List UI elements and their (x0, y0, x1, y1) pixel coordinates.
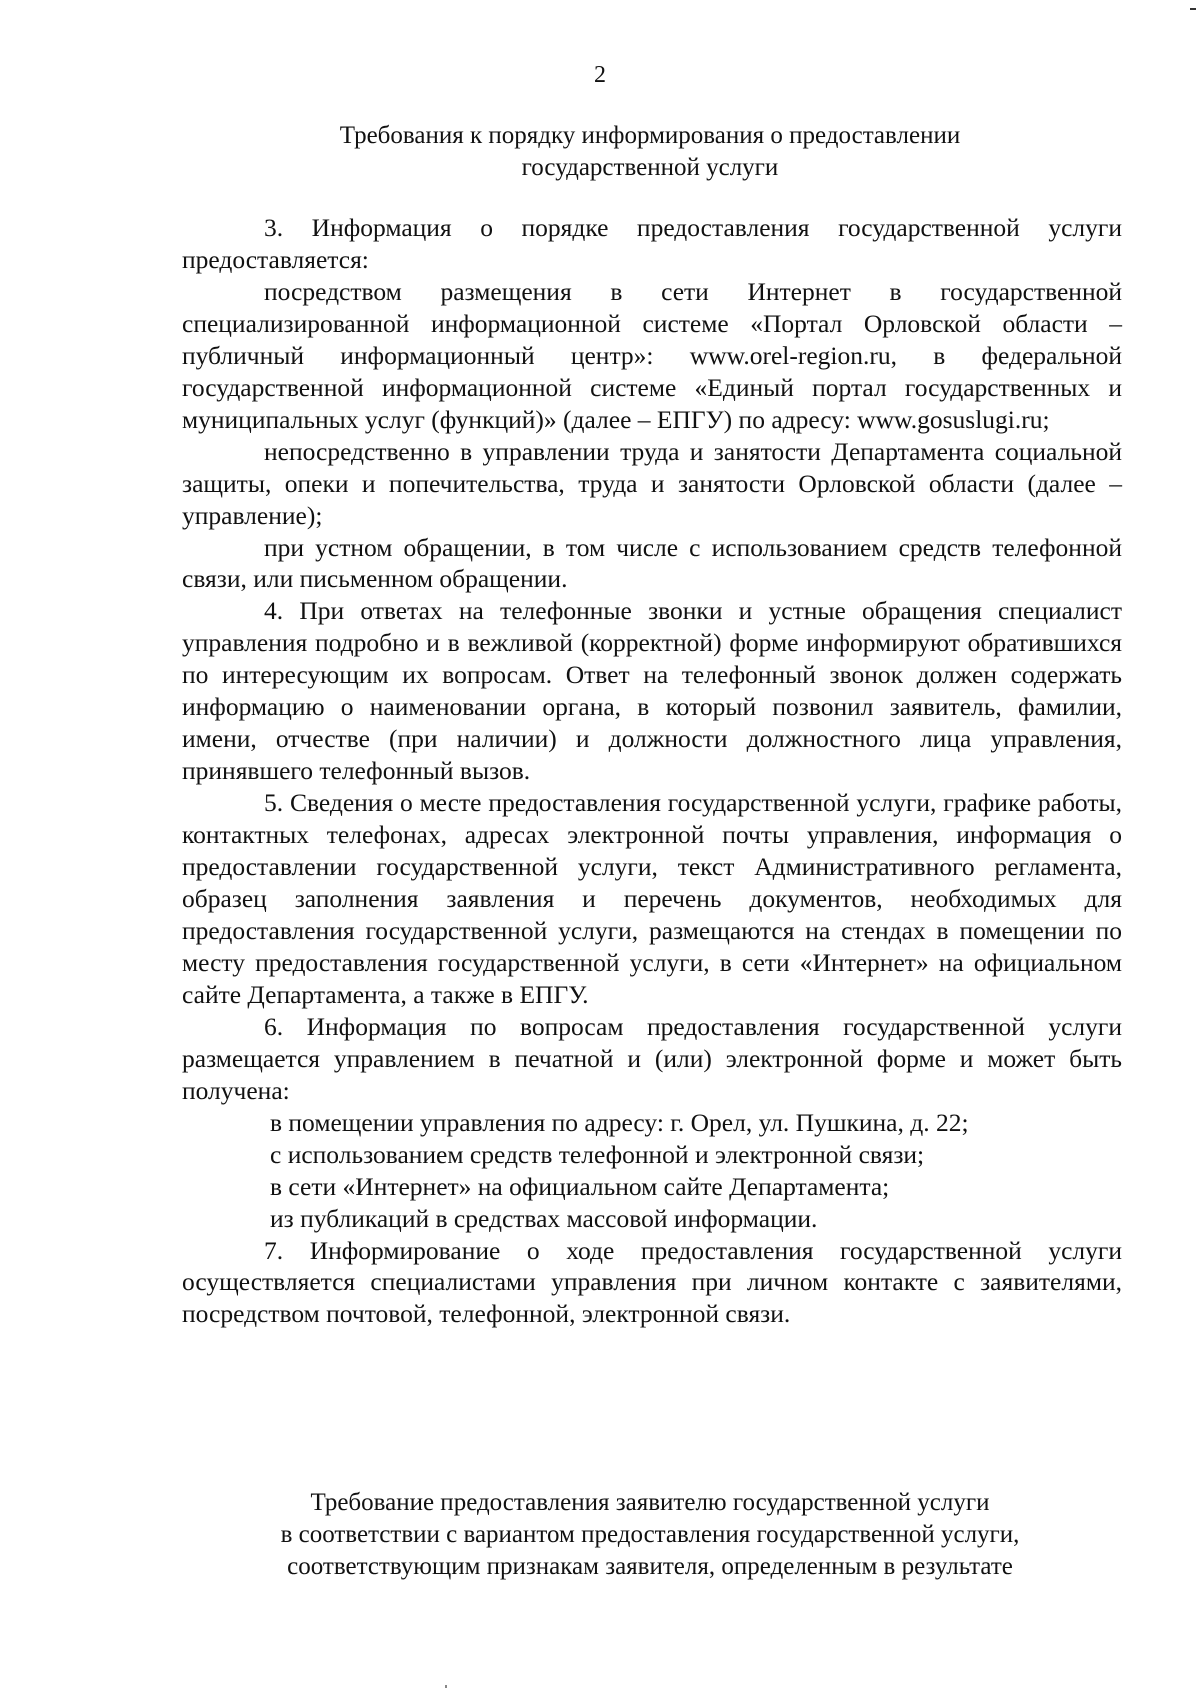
heading-line: государственной услуги (521, 154, 779, 181)
paragraph-3-item-direct: непосредственно в управлении труда и занятости Департамента социальной защиты, опеки и попечительства, труда и занятости Орловской области (далее – управление); (182, 436, 1122, 530)
section-heading-informing (180, 120, 1120, 184)
paragraph-6-item-office: в помещении управления по адресу: г. Орел, ул. Пушкина, д. 22; (270, 1107, 969, 1137)
heading-line: Требования к порядку информирования о предоставлении (339, 122, 961, 149)
paragraph-3: 3. Информация о порядке предоставления государственной услуги предоставляется: (182, 213, 1122, 274)
paragraph-6-item-media: из публикаций в средствах массовой информации. (270, 1203, 818, 1233)
section-heading-variant (180, 1487, 1120, 1583)
paragraph-6-item-phone: с использованием средств телефонной и электронной связи; (270, 1139, 925, 1169)
paragraph-6: 6. Информация по вопросам предоставления государственной услуги размещается управлением в печатной и (или) электронной форме и может быть получена: (182, 1011, 1122, 1105)
paragraph-7: 7. Информирование о ходе предоставления государственной услуги осуществляется специалистами управления при личном контакте с заявителями, посредством почтовой, телефонной, электронной связи. (182, 1235, 1122, 1329)
paragraph-5: 5. Сведения о месте предоставления государственной услуги, графике работы, контактных телефонах, адресах электронной почты управления, информация о предоставлении государственной услуги, текст Административного регламента, образец заполнения заявления и перечень документов, необходимых для предоставления государственной услуги, размещаются на стендах в помещении по месту предоставления государственной услуги, в сети «Интернет» на официальном сайте Департамента, а также в ЕПГУ. (182, 788, 1122, 1009)
heading-line: в соответствии с вариантом предоставления государственной услуги, (280, 1521, 1020, 1548)
page-number: 2 (594, 62, 606, 88)
paragraph-4: 4. При ответах на телефонные звонки и устные обращения специалист управления подробно и в вежливой (корректной) форме информируют обратившихся по интересующим их вопросам. Ответ на телефонный звонок должен содержать информацию о наименовании органа, в который позвонил заявитель, фамилии, имени, отчестве (при наличии) и должности должностного лица управления, принявшего телефонный вызов. (182, 596, 1122, 786)
paragraph-3-item-oral: при устном обращении, в том числе с использованием средств телефонной связи, или письменном обращении. (182, 532, 1122, 594)
paragraph-6-item-internet: в сети «Интернет» на официальном сайте Департамента; (270, 1171, 890, 1201)
scan-artifact-mark (445, 1685, 447, 1688)
heading-line: соответствующим признакам заявителя, определенным в результате (287, 1553, 1013, 1580)
scan-corner-mark (1190, 8, 1196, 10)
heading-line: Требование предоставления заявителю государственной услуги (310, 1489, 990, 1516)
paragraph-3-item-internet: посредством размещения в сети Интернет в государственной специализированной информационной системе «Портал Орловской области – публичный информационный центр»: www.orel-region.ru, в федеральной государственной информационной системе «Единый портал государственных и муниципальных услуг (функций)» (далее – ЕПГУ) по адресу: www.gosuslugi.ru; (182, 276, 1122, 434)
document-body (182, 212, 1122, 1392)
